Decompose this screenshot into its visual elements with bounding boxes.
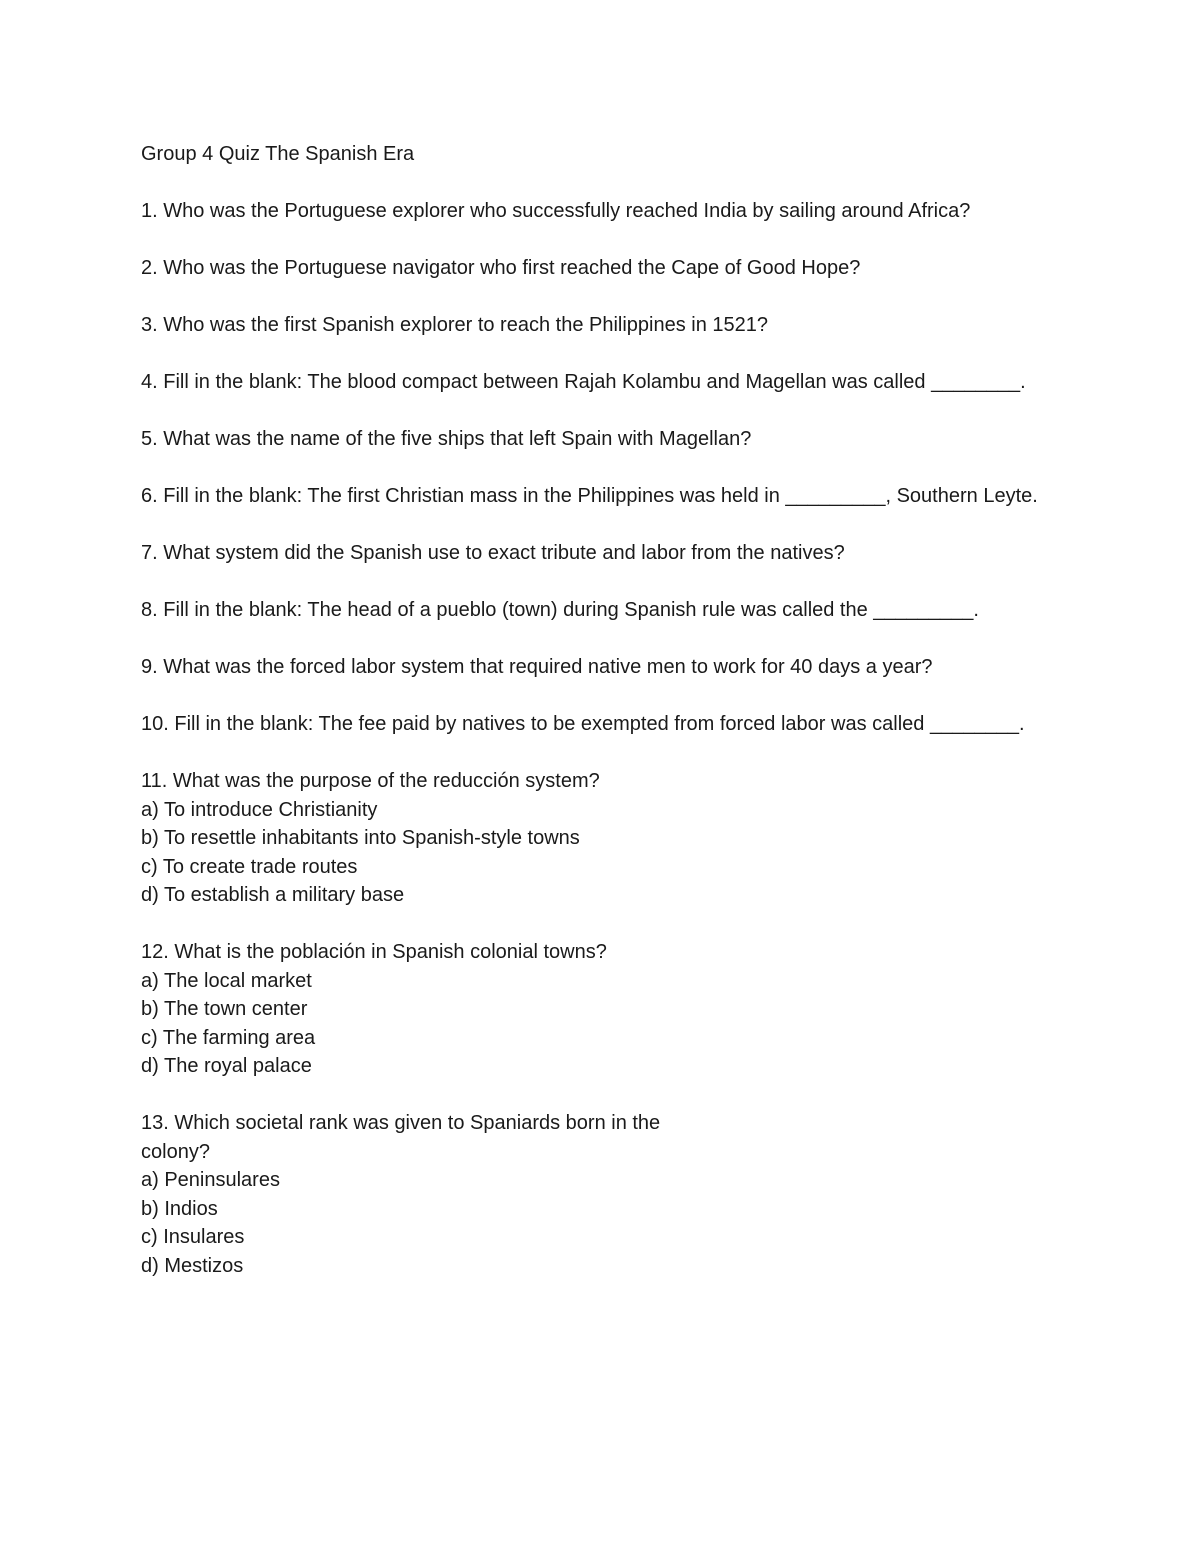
question-7: 7. What system did the Spanish use to exact tribute and labor from the natives? <box>141 542 845 564</box>
question-11-text: 11. What was the purpose of the reducción system? <box>141 770 600 792</box>
question-5: 5. What was the name of the five ships that left Spain with Magellan? <box>141 428 752 450</box>
question-12-option-b: b) The town center <box>141 998 308 1020</box>
question-1: 1. Who was the Portuguese explorer who successfully reached India by sailing around Africa? <box>141 200 971 222</box>
question-12-option-d: d) The royal palace <box>141 1055 312 1077</box>
question-8: 8. Fill in the blank: The head of a pueblo (town) during Spanish rule was called the _________. <box>141 599 979 621</box>
question-12 <box>141 938 1071 1081</box>
question-12-text: 12. What is the población in Spanish colonial towns? <box>141 941 607 963</box>
question-11-option-b: b) To resettle inhabitants into Spanish-style towns <box>141 827 580 849</box>
question-12-option-c: c) The farming area <box>141 1026 316 1049</box>
document-title: Group 4 Quiz The Spanish Era <box>141 143 415 165</box>
question-13 <box>141 1109 1071 1280</box>
question-13-option-b: b) Indios <box>141 1197 218 1220</box>
question-2: 2. Who was the Portuguese navigator who first reached the Cape of Good Hope? <box>141 257 861 279</box>
question-3: 3. Who was the first Spanish explorer to reach the Philippines in 1521? <box>141 314 769 336</box>
question-11-option-c: c) To create trade routes <box>141 855 358 878</box>
question-13-option-d: d) Mestizos <box>141 1254 244 1277</box>
question-11 <box>141 767 1071 910</box>
question-13-text: 13. Which societal rank was given to Spaniards born in the colony? <box>141 1112 661 1163</box>
question-6: 6. Fill in the blank: The first Christian mass in the Philippines was held in _________, Southern Leyte. <box>141 485 1038 507</box>
question-11-option-a: a) To introduce Christianity <box>141 798 378 821</box>
document-body <box>141 140 1071 1309</box>
question-12-option-a: a) The local market <box>141 969 312 992</box>
question-11-option-d: d) To establish a military base <box>141 884 405 906</box>
question-9: 9. What was the forced labor system that required native men to work for 40 days a year? <box>141 656 933 678</box>
question-13-option-c: c) Insulares <box>141 1226 245 1248</box>
question-4: 4. Fill in the blank: The blood compact between Rajah Kolambu and Magellan was called ________. <box>141 371 1026 393</box>
question-10: 10. Fill in the blank: The fee paid by natives to be exempted from forced labor was called ________. <box>141 713 1025 735</box>
question-13-option-a: a) Peninsulares <box>141 1169 280 1191</box>
